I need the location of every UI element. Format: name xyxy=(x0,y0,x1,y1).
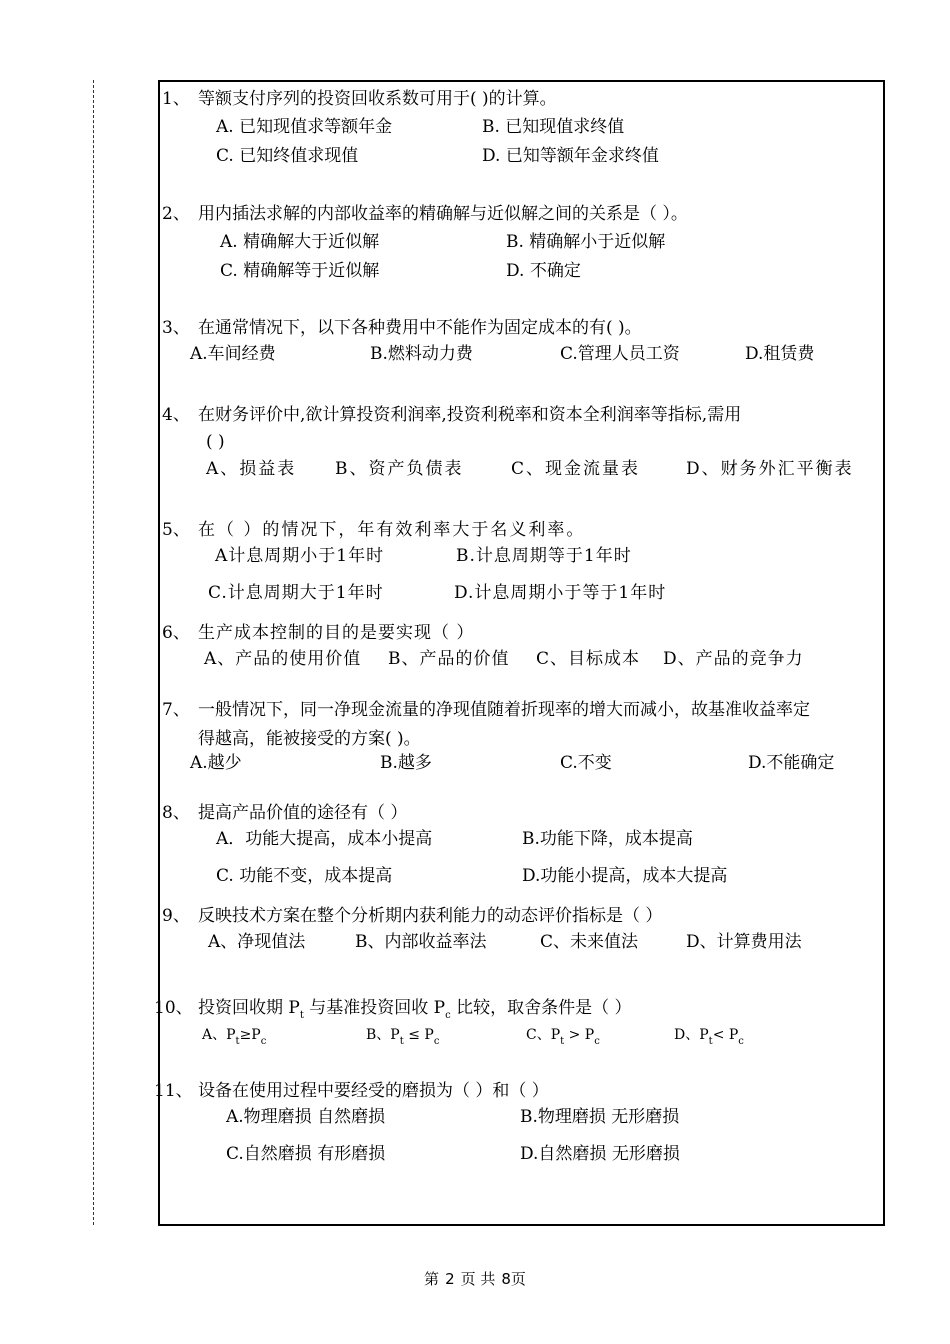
question-7-option-c: C.不变 xyxy=(560,753,612,773)
question-1-number: 1、 xyxy=(162,89,190,109)
question-3-option-d: D.租赁费 xyxy=(745,344,815,364)
question-10-number: 10、 xyxy=(154,998,193,1018)
question-11-option-b: B.物理磨损 无形磨损 xyxy=(520,1107,680,1127)
question-5-option-b: B.计息周期等于1年时 xyxy=(456,546,632,566)
question-2-option-c: C. 精确解等于近似解 xyxy=(220,261,380,281)
question-10-option-b: B、$P_t \le P_c$ xyxy=(366,1027,440,1047)
footer-total-pages: 8页 xyxy=(501,1270,526,1288)
question-6-option-d: D、产品的竞争力 xyxy=(663,649,804,669)
question-8-stem: 提高产品价值的途径有（ ） xyxy=(198,803,408,823)
question-11-option-d: D.自然磨损 无形磨损 xyxy=(520,1144,680,1164)
question-10-option-c: C、$P_t > P_c$ xyxy=(526,1027,600,1047)
question-1-option-b: B. 已知现值求终值 xyxy=(482,117,625,137)
footer-page-number: 2 xyxy=(445,1270,455,1288)
question-3-stem: 在通常情况下，以下各种费用中不能作为固定成本的有( )。 xyxy=(198,318,642,338)
question-9-option-c: C、未来值法 xyxy=(540,932,639,952)
question-11-option-a: A.物理磨损 自然磨损 xyxy=(226,1107,386,1127)
question-1-stem: 等额支付序列的投资回收系数可用于( )的计算。 xyxy=(198,89,557,109)
question-5-option-c: C.计息周期大于1年时 xyxy=(208,583,384,603)
question-9-stem: 反映技术方案在整个分析期内获利能力的动态评价指标是（ ） xyxy=(198,906,663,926)
page-footer xyxy=(0,1268,950,1289)
question-1-option-c: C. 已知终值求现值 xyxy=(216,146,359,166)
question-4-option-d: D、财务外汇平衡表 xyxy=(686,459,854,479)
question-2-option-b: B. 精确解小于近似解 xyxy=(506,232,666,252)
question-11-option-c: C.自然磨损 有形磨损 xyxy=(226,1144,386,1164)
question-8-option-d: D.功能小提高，成本大提高 xyxy=(522,866,728,886)
question-8-option-a: A．功能大提高，成本小提高 xyxy=(216,829,433,849)
question-5-option-a: A计息周期小于1年时 xyxy=(215,546,385,566)
question-5-stem: 在（ ）的情况下，年有效利率大于名义利率。 xyxy=(198,520,586,540)
question-7-option-a: A.越少 xyxy=(190,753,242,773)
question-4-stem-line2: ( ) xyxy=(206,432,225,452)
question-5-option-d: D.计息周期小于等于1年时 xyxy=(454,583,667,603)
footer-mid: 页 共 xyxy=(460,1270,496,1288)
question-9-option-a: A、净现值法 xyxy=(208,932,306,952)
question-4-option-c: C、现金流量表 xyxy=(511,459,641,479)
question-1-option-d: D. 已知等额年金求终值 xyxy=(482,146,659,166)
question-1-option-a: A. 已知现值求等额年金 xyxy=(216,117,393,137)
question-4-option-b: B、资产负债表 xyxy=(335,459,464,479)
question-11-stem: 设备在使用过程中要经受的磨损为（ ）和（ ） xyxy=(198,1081,549,1101)
question-6-number: 6、 xyxy=(162,623,190,643)
question-3-option-c: C.管理人员工资 xyxy=(560,344,680,364)
question-7-stem-line2: 得越高，能被接受的方案( )。 xyxy=(198,729,421,749)
question-3-number: 3、 xyxy=(162,318,190,338)
question-6-stem: 生产成本控制的目的是要实现（ ） xyxy=(198,623,475,643)
question-2-option-a: A. 精确解大于近似解 xyxy=(220,232,380,252)
question-3-option-b: B.燃料动力费 xyxy=(370,344,473,364)
question-9-option-b: B、内部收益率法 xyxy=(355,932,487,952)
question-8-option-c: C. 功能不变，成本提高 xyxy=(216,866,393,886)
question-6-option-a: A、产品的使用价值 xyxy=(204,649,362,669)
question-10-option-d: D、$P_t< P_c$ xyxy=(674,1027,744,1047)
question-9-number: 9、 xyxy=(162,906,190,926)
question-5-number: 5、 xyxy=(162,520,190,540)
question-2-option-d: D. 不确定 xyxy=(506,261,581,281)
question-2-number: 2、 xyxy=(162,204,190,224)
question-8-number: 8、 xyxy=(162,803,190,823)
question-11-number: 11、 xyxy=(154,1081,193,1101)
question-7-stem: 一般情况下，同一净现金流量的净现值随着折现率的增大而减小，故基准收益率定 xyxy=(198,700,810,720)
question-10-option-a: A、$P_t\ge P_c$ xyxy=(202,1027,267,1047)
question-9-option-d: D、计算费用法 xyxy=(686,932,802,952)
question-7-option-b: B.越多 xyxy=(380,753,432,773)
question-6-option-c: C、目标成本 xyxy=(536,649,641,669)
question-10-stem: 投资回收期 $P_t$ 与基准投资回收 $P_c$ 比较，取舍条件是（ ） xyxy=(198,998,632,1021)
binding-margin-line xyxy=(93,80,94,1225)
question-4-stem: 在财务评价中,欲计算投资利润率,投资利税率和资本全利润率等指标,需用 xyxy=(198,405,742,425)
question-7-number: 7、 xyxy=(162,700,190,720)
question-4-number: 4、 xyxy=(162,405,190,425)
question-3-option-a: A.车间经费 xyxy=(190,344,276,364)
question-4-option-a: A、损益表 xyxy=(206,459,297,479)
footer-prefix: 第 xyxy=(424,1270,440,1288)
question-6-option-b: B、产品的价值 xyxy=(388,649,510,669)
question-2-stem: 用内插法求解的内部收益率的精确解与近似解之间的关系是（ ）。 xyxy=(198,204,688,224)
question-7-option-d: D.不能确定 xyxy=(748,753,835,773)
question-8-option-b: B.功能下降，成本提高 xyxy=(522,829,693,849)
